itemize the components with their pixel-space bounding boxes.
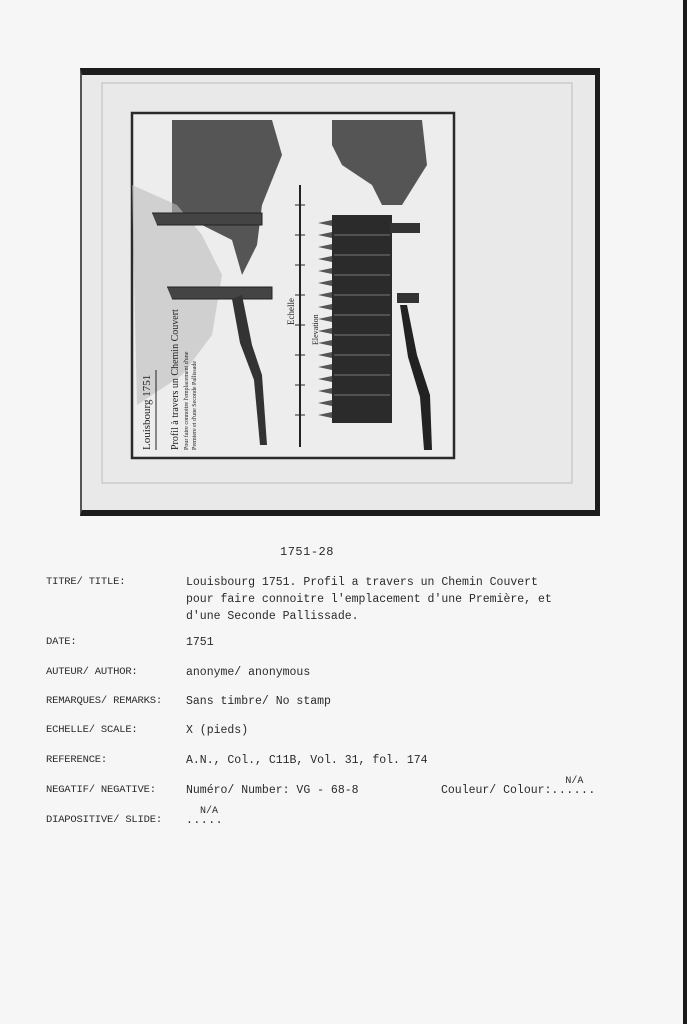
title-line-3: d'une Seconde Pallissade. (186, 610, 359, 623)
field-slide-value (186, 806, 226, 829)
field-slide-dots: ..... (186, 814, 224, 827)
field-date-value: 1751 (186, 636, 214, 649)
plan-title-line2: Pour faire connoitre l'emplacement d'une (184, 351, 190, 450)
field-colour-na (551, 776, 596, 799)
field-colour-dots: ...... (551, 784, 596, 797)
plan-elevation-label: Elevation (311, 314, 320, 345)
plan-place-year: Louisbourg 1751 (141, 374, 153, 450)
field-remarks-label: REMARQUES/ REMARKS: (46, 695, 162, 707)
field-colour-value: N/A (565, 776, 584, 787)
field-title-label: TITRE/ TITLE: (46, 576, 126, 588)
scan-edge (683, 0, 687, 1024)
field-slide-na (186, 806, 226, 829)
field-reference-value: A.N., Col., C11B, Vol. 31, fol. 174 (186, 754, 428, 767)
field-scale-label: ECHELLE/ SCALE: (46, 724, 138, 736)
catalog-number: 1751-28 (280, 545, 334, 559)
title-line-1: Louisbourg 1751. Profil a travers un Chemin Couvert (186, 576, 538, 589)
field-remarks-value: Sans timbre/ No stamp (186, 695, 331, 708)
field-negative-label: NEGATIF/ NEGATIVE: (46, 784, 156, 796)
plan-title-line1: Profil à travers un Chemin Couvert (170, 309, 181, 450)
archival-photograph (80, 68, 600, 516)
plan-title-line3: Premiere et d'une Seconde Pallissade (192, 360, 198, 450)
plan-scale-label: Echelle (286, 298, 296, 325)
plan-drawing (82, 75, 595, 510)
field-author-label: AUTEUR/ AUTHOR: (46, 666, 138, 678)
field-title-value (186, 574, 552, 625)
field-date-label: DATE: (46, 636, 77, 648)
field-negative-value: Numéro/ Number: VG - 68-8 (186, 784, 359, 797)
field-slide-label: DIAPOSITIVE/ SLIDE: (46, 814, 162, 826)
field-colour (441, 776, 596, 799)
field-scale-value: X (pieds) (186, 724, 249, 737)
field-colour-label: Couleur/ Colour: (441, 784, 552, 797)
field-slide-na-value: N/A (200, 806, 219, 817)
field-reference-label: REFERENCE: (46, 754, 108, 766)
title-line-2: pour faire connoitre l'emplacement d'une Première, et (186, 593, 552, 606)
field-author-value: anonyme/ anonymous (186, 666, 311, 679)
